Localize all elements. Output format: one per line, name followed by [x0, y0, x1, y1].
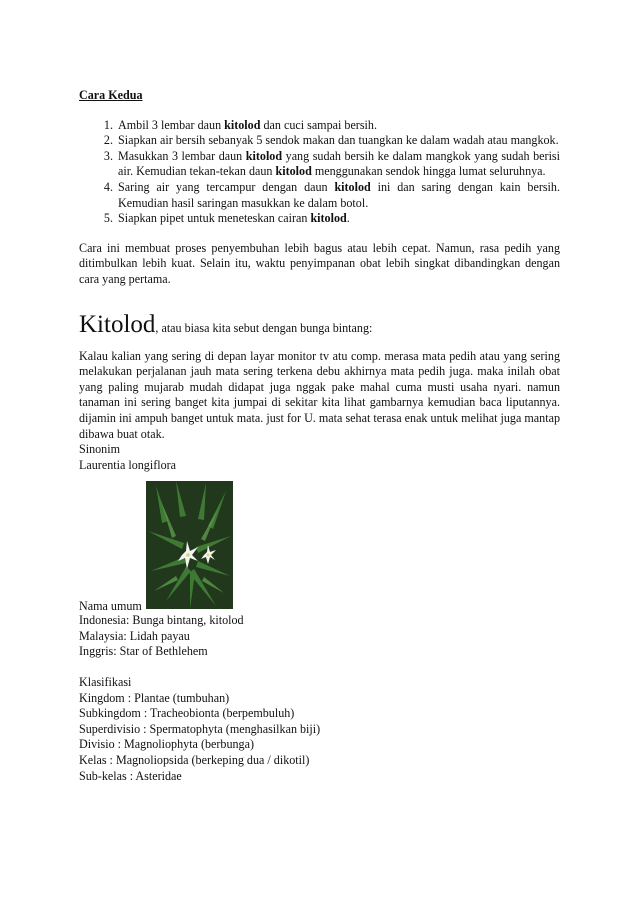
step-item: 3. Masukkan 3 lembar daun kitolod yang sudah bersih ke dalam mangkok yang sudah berisi air. Kemudian tekan-tekan daun kitolod menggunakan sendok hingga lumat seluruhnya.: [116, 149, 560, 180]
paragraph-description: Kalau kalian yang sering di depan layar monitor tv atu comp. merasa mata pedih atau yang sering melakukan perjalanan jauh mata sering terkena debu akhirnya mata pedih juga. maka inilah obat yang paling mujarab mudah didapat juga nggak pake mahal cuma musti usaha nyari. namun tanaman ini sering banget kita jumpai di sekitar kita lihat gambarnya kemudian baca liputannya. dijamin ini ampuh banget untuk mata. just for U. mata sehat terasa enak untuk melihat juga mantap dibawa buat otak.: [79, 348, 560, 441]
sinonim-value: Laurentia longiflora: [79, 457, 177, 472]
klasifikasi-kelas: Kelas : Magnoliopsida (berkeping dua / dikotil): [79, 753, 310, 768]
nama-umum-label: Nama umum: [79, 598, 142, 613]
plant-figure: [79, 481, 560, 613]
klasifikasi-label: Klasifikasi: [79, 675, 132, 690]
sinonim-label: Sinonim: [79, 442, 120, 457]
nama-umum-inggris: Inggris: Star of Bethlehem: [79, 644, 208, 659]
klasifikasi-superdivisio: Superdivisio : Spermatophyta (menghasilkan biji): [79, 721, 321, 736]
title-rest: , atau biasa kita sebut dengan bunga bintang:: [155, 320, 373, 335]
section-heading: Cara Kedua: [79, 88, 143, 102]
step-item: 4. Saring air yang tercampur dengan daun kitolod ini dan saring dengan kain bersih. Kemudian hasil saringan masukkan ke dalam botol.: [116, 180, 560, 211]
klasifikasi-subkelas: Sub-kelas : Asteridae: [79, 768, 182, 783]
step-item: 2. Siapkan air bersih sebanyak 5 sendok makan dan tuangkan ke dalam wadah atau mangkok.: [116, 133, 560, 149]
document-page: [79, 88, 560, 784]
step-item: 5. Siapkan pipet untuk meneteskan cairan kitolod.: [116, 211, 560, 227]
klasifikasi-kingdom: Kingdom : Plantae (tumbuhan): [79, 690, 230, 705]
nama-umum-indonesia: Indonesia: Bunga bintang, kitolod: [79, 613, 244, 628]
klasifikasi-subkingdom: Subkingdom : Tracheobionta (berpembuluh): [79, 706, 295, 721]
kitolod-plant-image: [146, 481, 233, 609]
step-item: 1. Ambil 3 lembar daun kitolod dan cuci sampai bersih.: [116, 118, 560, 134]
nama-umum-malaysia: Malaysia: Lidah payau: [79, 628, 190, 643]
kitolod-title: [79, 310, 560, 340]
title-word: Kitolod: [79, 310, 156, 338]
steps-list: [79, 118, 560, 227]
paragraph-cara-kedua: Cara ini membuat proses penyembuhan lebih bagus atau lebih cepat. Namun, rasa pedih yang ditimbulkan lebih kuat. Selain itu, waktu penyimpanan obat lebih singkat dibandingkan dengan cara yang pertama.: [79, 240, 560, 286]
klasifikasi-divisio: Divisio : Magnoliophyta (berbunga): [79, 737, 254, 752]
